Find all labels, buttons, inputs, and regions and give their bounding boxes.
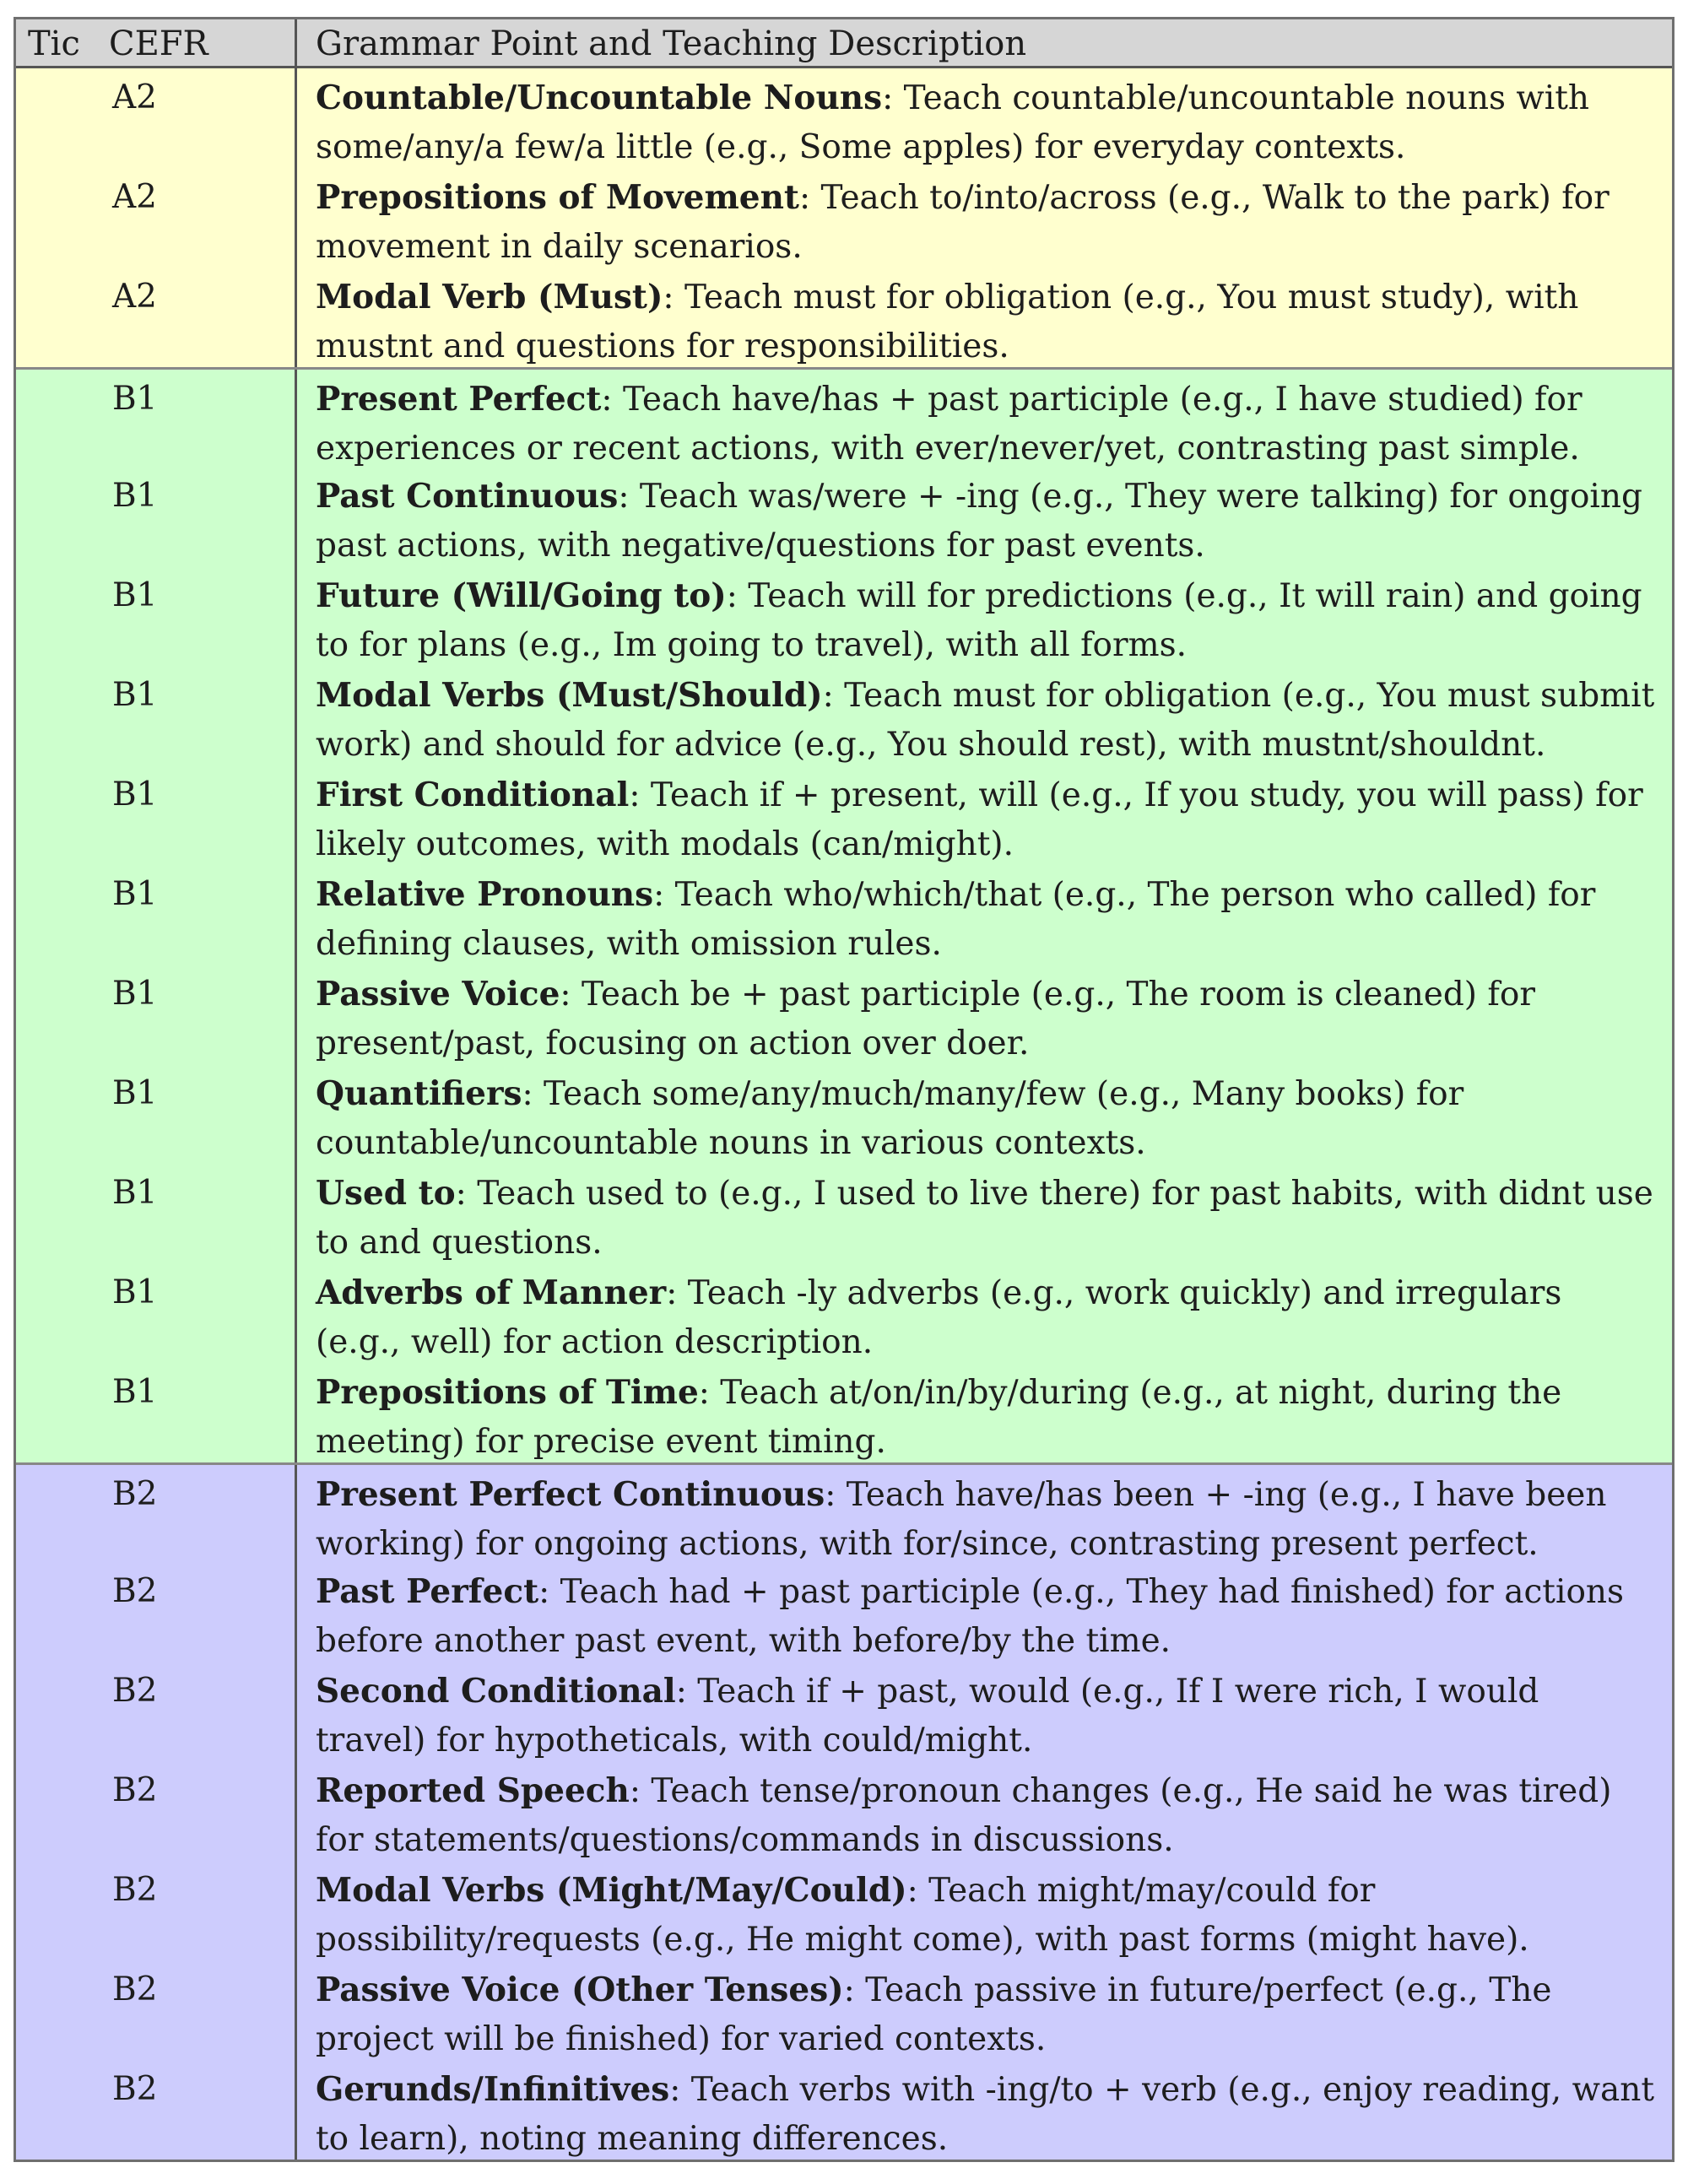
cefr-level-cell: B2 [112,1672,158,1710]
cefr-level-cell: B2 [112,1970,158,2008]
grammar-point-description: : Teach be + past participle (e.g., The room is cleaned) for present/past, focusing on action over doer. [316,976,1535,1062]
table-row [16,268,1672,367]
cefr-level-cell: A2 [112,178,157,216]
grammar-point-title: First Conditional [316,776,630,814]
tick-cell [16,1761,92,1861]
grammar-point-title: Reported Speech [316,1771,630,1810]
description-cell [295,865,1672,965]
grammar-point-description: : Teach have/has been + -ing (e.g., I have been working) for ongoing actions, with for/since, contrasting present perfect. [316,1476,1607,1562]
description-cell [295,1662,1672,1761]
tick-cell [16,1263,92,1363]
grammar-point-description: : Teach at/on/in/by/during (e.g., at night, during the meeting) for precise event timing. [316,1374,1562,1461]
tick-cell [16,370,92,467]
grammar-point-description: : Teach passive in future/perfect (e.g., The project will be finished) for varied contexts. [316,1971,1552,2058]
grammar-point-description: : Teach who/which/that (e.g., The person who called) for defining clauses, with omission rules. [316,876,1596,963]
cefr-level-cell: A2 [112,78,157,116]
cefr-level-cell: B2 [112,2070,158,2108]
description-cell [295,1263,1672,1363]
cefr-level-cell: B1 [112,776,158,814]
cefr-column-header: CEFR [109,24,208,63]
grammar-point-title: Prepositions of Movement [316,178,799,217]
cefr-level-cell: B1 [112,477,158,515]
tick-cell [16,1363,92,1462]
grammar-point-title: Relative Pronouns [316,875,654,914]
cefr-level-cell: B2 [112,1871,158,1909]
grammar-point-description: : Teach will for predictions (e.g., It will rain) and going to for plans (e.g., Im going to travel), with all forms. [316,577,1642,664]
grammar-point-description: : Teach to/into/across (e.g., Walk to the park) for movement in daily scenarios. [316,179,1610,266]
table-row [16,168,1672,268]
tick-cell [16,765,92,865]
table-row [16,666,1672,765]
tick-cell [16,1465,92,1562]
description-cell [295,68,1672,168]
description-cell [295,168,1672,268]
grammar-point-description: : Teach verbs with -ing/to + verb (e.g., enjoy reading, want to learn), noting meaning differences. [316,2071,1654,2158]
table-row [16,2060,1672,2160]
grammar-point-description: : Teach must for obligation (e.g., You must study), with mustnt and questions for responsibilities. [316,278,1579,365]
grammar-point-title: Present Perfect [316,380,602,419]
cefr-level-cell: B1 [112,676,158,714]
grammar-point-description: : Teach if + past, would (e.g., If I were rich, I would travel) for hypotheticals, with could/might. [316,1673,1539,1760]
table-row [16,1761,1672,1861]
description-cell [295,765,1672,865]
tick-cell [16,68,92,168]
description-cell [295,1064,1672,1164]
tick-cell [16,168,92,268]
grammar-point-title: Modal Verb (Must) [316,278,663,316]
table-row [16,1562,1672,1662]
grammar-point-title: Passive Voice (Other Tenses) [316,1970,844,2009]
grammar-point-title: Gerunds/Infinitives [316,2070,670,2109]
cefr-level-cell: B2 [112,1572,158,1610]
grammar-point-title: Passive Voice [316,975,560,1014]
table-header [16,19,1672,68]
table-body [16,68,1672,2160]
table-row [16,1164,1672,1263]
cefr-level-cell: B1 [112,875,158,913]
tick-cell [16,666,92,765]
grammar-point-description: : Teach if + present, will (e.g., If you study, you will pass) for likely outcomes, with modals (can/might). [316,776,1643,863]
table-row [16,1462,1672,1562]
cefr-level-cell: B2 [112,1475,158,1513]
tick-cell [16,1662,92,1761]
description-cell [295,268,1672,367]
description-cell [295,1562,1672,1662]
grammar-point-title: Second Conditional [316,1672,676,1711]
tick-cell [16,1164,92,1263]
tick-cell [16,965,92,1064]
grammar-point-description: : Teach used to (e.g., I used to live there) for past habits, with didnt use to and questions. [316,1175,1653,1262]
table-row [16,566,1672,666]
table-row [16,367,1672,467]
table-row [16,68,1672,168]
description-cell [295,2060,1672,2160]
table-row [16,1861,1672,1960]
grammar-point-title: Future (Will/Going to) [316,576,727,615]
description-cell [295,1960,1672,2060]
grammar-point-description: : Teach some/any/much/many/few (e.g., Many books) for countable/uncountable nouns in various contexts. [316,1075,1464,1162]
description-cell [295,1761,1672,1861]
grammar-point-title: Past Continuous [316,477,619,516]
table-row [16,467,1672,566]
grammar-point-title: Countable/Uncountable Nouns [316,78,883,117]
cefr-level-cell: B1 [112,380,158,418]
cefr-level-cell: B1 [112,1174,158,1212]
grammar-point-description: : Teach might/may/could for possibility/requests (e.g., He might come), with past forms (might have). [316,1872,1529,1959]
grammar-point-description: : Teach have/has + past participle (e.g., I have studied) for experiences or recent actions, with ever/never/yet, contrasting past simple. [316,381,1582,467]
description-cell [295,1465,1672,1562]
table-row [16,1960,1672,2060]
grammar-point-title: Used to [316,1174,456,1213]
grammar-point-description: : Teach tense/pronoun changes (e.g., He said he was tired) for statements/questions/commands in discussions. [316,1772,1612,1859]
cefr-level-cell: B1 [112,1373,158,1411]
description-cell [295,1363,1672,1462]
description-cell [295,666,1672,765]
description-cell [295,965,1672,1064]
cefr-level-cell: B1 [112,1273,158,1311]
cefr-level-cell: B1 [112,1074,158,1112]
tick-cell [16,1960,92,2060]
grammar-point-description: : Teach countable/uncountable nouns with some/any/a few/a little (e.g., Some apples) for everyday contexts. [316,79,1589,166]
description-cell [295,467,1672,566]
grammar-point-description: : Teach had + past participle (e.g., They had finished) for actions before another past event, with before/by the time. [316,1573,1625,1660]
table-row [16,965,1672,1064]
cefr-level-cell: B1 [112,576,158,614]
tick-column-header: Tic [28,24,80,63]
grammar-point-title: Prepositions of Time [316,1373,699,1412]
description-cell [295,566,1672,666]
table-row [16,865,1672,965]
cefr-level-cell: B2 [112,1771,158,1809]
tick-cell [16,1064,92,1164]
description-cell [295,370,1672,467]
grammar-point-description: : Teach was/were + -ing (e.g., They were talking) for ongoing past actions, with negative/questions for past events. [316,478,1642,565]
table-row [16,1263,1672,1363]
grammar-point-title: Adverbs of Manner [316,1273,667,1312]
tick-cell [16,2060,92,2160]
table-row [16,1363,1672,1462]
grammar-point-title: Present Perfect Continuous [316,1475,825,1514]
table-row [16,765,1672,865]
grammar-point-title: Quantifiers [316,1074,522,1113]
tick-cell [16,865,92,965]
grammar-table [14,17,1674,2162]
description-cell [295,1861,1672,1960]
table-row [16,1064,1672,1164]
cefr-level-cell: A2 [112,278,157,316]
tick-cell [16,1562,92,1662]
tick-cell [16,467,92,566]
tick-cell [16,566,92,666]
description-column-header: Grammar Point and Teaching Description [295,19,1672,66]
grammar-point-title: Modal Verbs (Must/Should) [316,676,823,715]
grammar-point-description: : Teach -ly adverbs (e.g., work quickly) and irregulars (e.g., well) for action description. [316,1274,1562,1361]
grammar-point-title: Past Perfect [316,1572,539,1611]
grammar-point-description: : Teach must for obligation (e.g., You must submit work) and should for advice (e.g., You should rest), with mustnt/shouldnt. [316,677,1655,764]
grammar-point-title: Modal Verbs (Might/May/Could) [316,1871,907,1910]
table-row [16,1662,1672,1761]
tick-cell [16,268,92,367]
cefr-level-cell: B1 [112,975,158,1013]
description-cell [295,1164,1672,1263]
tick-cell [16,1861,92,1960]
